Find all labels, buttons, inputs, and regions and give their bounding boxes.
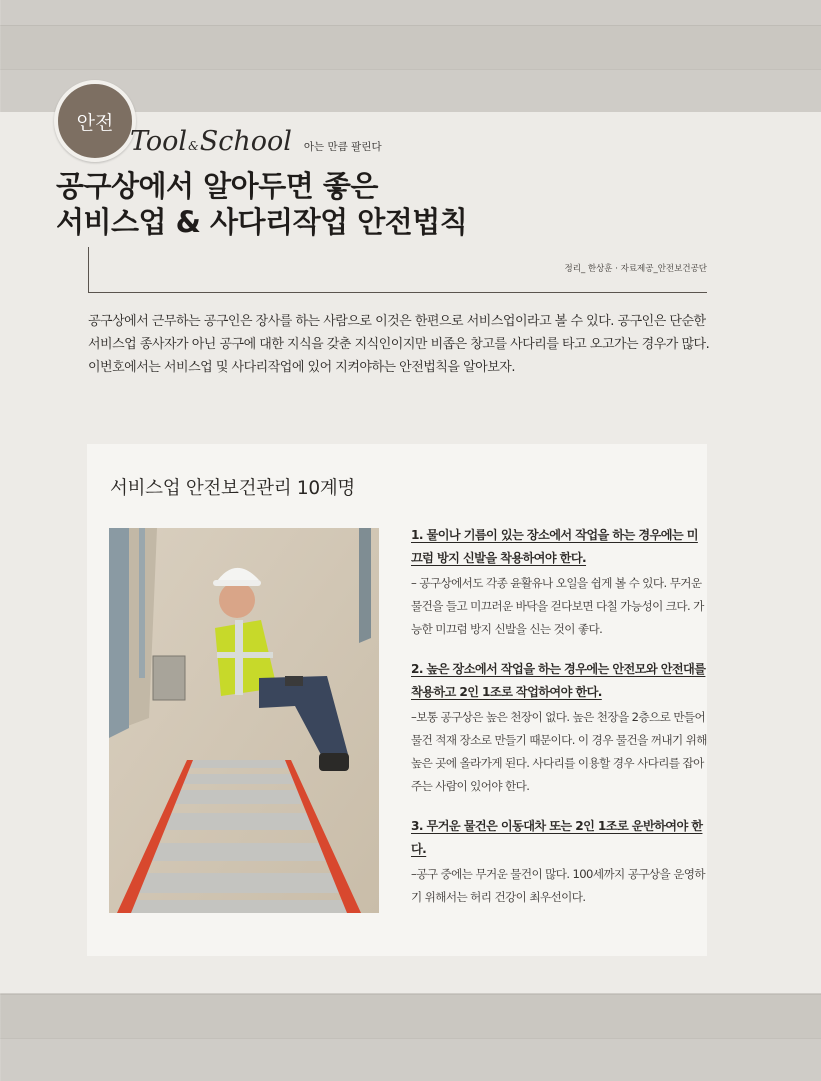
rule-heading: 1. 물이나 기름이 있는 장소에서 작업을 하는 경우에는 미끄럼 방지 신발을 착용하여야 한다. xyxy=(411,528,698,565)
divider-horizontal xyxy=(88,292,707,293)
headline-line2: 서비스업 & 사다리작업 안전법칙 xyxy=(56,205,468,239)
section-badge: 안전 xyxy=(54,80,136,162)
article-credit: 정리_ 한상훈 · 자료제공_안전보건공단 xyxy=(564,264,707,274)
rule-item xyxy=(411,815,707,909)
headline-line1: 공구상에서 알아두면 좋은 xyxy=(56,169,378,203)
rule-body: –공구 중에는 무거운 물건이 많다. 100세까지 공구상을 운영하기 위해서는 허리 건강이 최우선이다. xyxy=(411,867,706,904)
rules-list xyxy=(411,524,707,926)
rule-item xyxy=(411,658,707,798)
series-title-part1: Tool xyxy=(130,126,188,157)
series-title-part2: School xyxy=(199,126,292,157)
stone-texture-footer xyxy=(0,993,821,1081)
ladder-fall-photo xyxy=(109,528,379,913)
article-headline xyxy=(56,168,467,240)
rules-box-title: 서비스업 안전보건관리 10계명 xyxy=(110,478,355,499)
divider-vertical xyxy=(88,247,89,293)
rule-item xyxy=(411,524,707,641)
rule-heading: 2. 높은 장소에서 작업을 하는 경우에는 안전모와 안전대를 착용하고 2인 1조로 작업하여야 한다. xyxy=(411,662,706,699)
rule-body: –보통 공구상은 높은 천장이 없다. 높은 천장을 2층으로 만들어 물건 적재 장소로 만들기 때문이다. 이 경우 물건을 꺼내기 위해 높은 곳에 올라가게 된다. 사다리를 이용할 경우 사다리를 잡아주는 사람이 있어야 한다. xyxy=(411,710,707,793)
series-title xyxy=(130,126,382,157)
rule-body: – 공구상에서도 각종 윤활유나 오일을 쉽게 볼 수 있다. 무거운 물건을 들고 미끄러운 바닥을 걷다보면 다칠 가능성이 크다. 가능한 미끄럼 방지 신발을 신는 것이 좋다. xyxy=(411,576,704,636)
series-title-amp: & xyxy=(188,139,199,153)
rule-heading: 3. 무거운 물건은 이동대차 또는 2인 1조로 운반하여야 한다. xyxy=(411,819,703,856)
intro-paragraph: 공구상에서 근무하는 공구인은 장사를 하는 사람으로 이것은 한편으로 서비스업이라고 볼 수 있다. 공구인은 단순한 서비스업 종사자가 아닌 공구에 대한 지식을 갖춘 지식인이지만 비좁은 창고를 사다리를 타고 오고가는 경우가 많다. 이번호에서는 서비스업 및 사다리작업에 있어 지켜야하는 안전법칙을 알아보자. xyxy=(88,314,710,375)
series-subtitle: 아는 만큼 팔린다 xyxy=(303,141,382,153)
